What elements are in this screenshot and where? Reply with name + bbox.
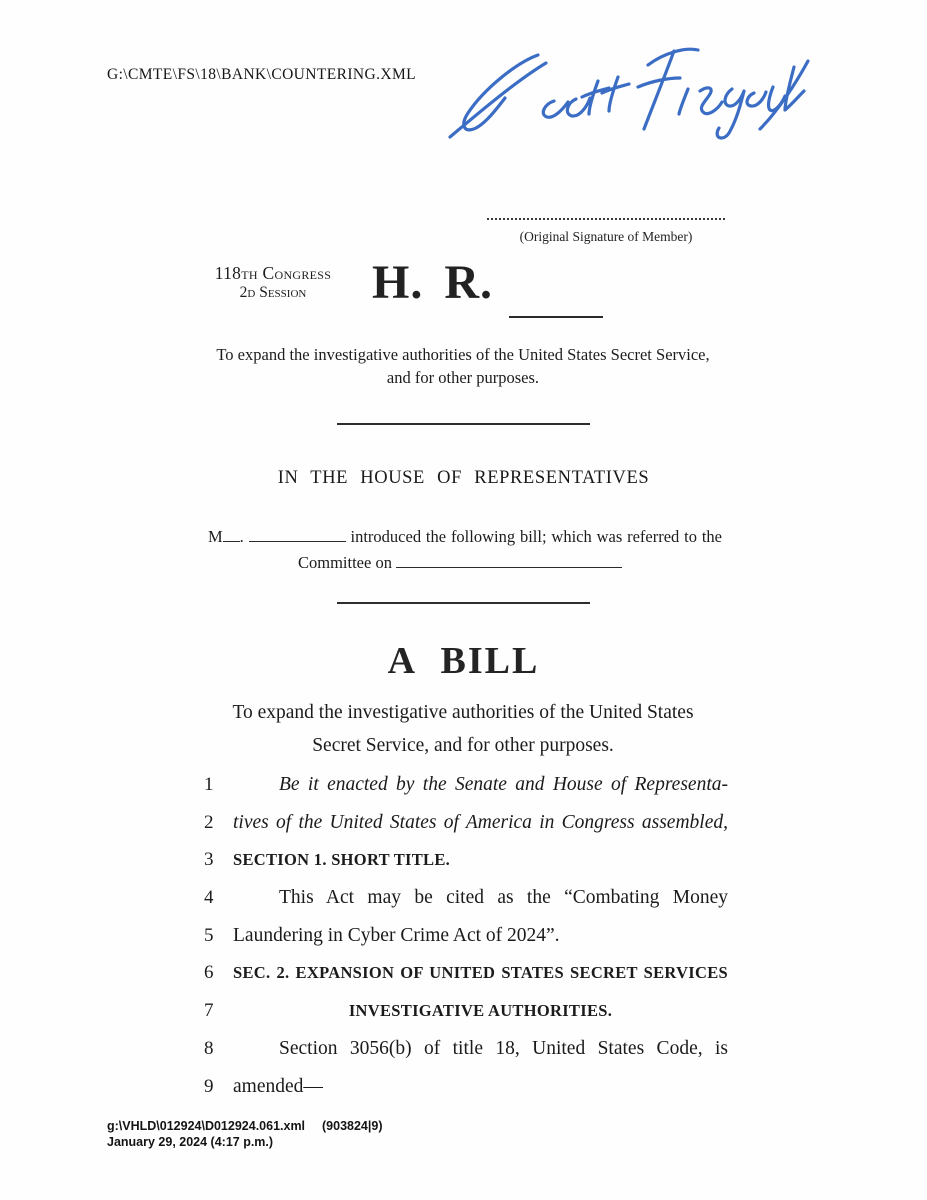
line-text: This Act may be cited as the “Combating Money [279,887,728,909]
bill-long-title-line2: Secret Service, and for other purposes. [312,734,614,756]
introduction-text: introduced the following bill; which was referred to the [350,527,722,546]
congress-session-block [188,263,358,302]
official-title-line1: To expand the investigative authorities of the United States Secret Service, [216,345,710,364]
body-line [204,879,728,917]
footer-file-path: g:\VHLD\012924\D012924.061.xml [107,1119,306,1133]
committee-label: Committee on [298,553,392,572]
official-title [63,343,863,389]
header-file-path: G:\CMTE\FS\18\BANK\COUNTERING.XML [107,66,417,83]
honorific-blank-line [223,527,240,542]
body-line [204,1030,728,1068]
line-text: Laundering in Cyber Crime Act of 2024”. [233,924,560,946]
line-number: 9 [204,1075,214,1097]
line-text: Be it enacted by the Senate and House of Representa- [279,774,728,795]
committee-blank-line [396,553,622,568]
body-line [204,841,728,879]
footer-metadata [107,1119,507,1150]
body-line [204,804,728,842]
line-number: 2 [204,811,214,833]
line-number: 3 [204,849,214,871]
honorific-period: . [239,527,244,546]
body-line [204,954,728,992]
horizontal-rule-middle [337,602,590,604]
line-text: tives of the United States of America in Congress assembled, [233,811,728,833]
session-number: 2d Session [239,284,307,301]
member-honorific-m: M [208,527,223,546]
body-line [204,1068,728,1106]
bill-long-title-line1: To expand the investigative authorities of the United States [232,702,694,723]
body-line [204,917,728,955]
member-name-blank-line [249,527,346,542]
line-number: 8 [204,1037,214,1059]
body-line [204,766,728,804]
line-number: 4 [204,887,214,909]
bill-number-blank-line [509,296,603,318]
a-bill-heading: A BILL [387,640,540,682]
footer-draft-code: (903824|9) [322,1119,383,1133]
line-text: INVESTIGATIVE AUTHORITIES. [348,1001,613,1021]
line-text: SECTION 1. SHORT TITLE. [233,850,451,870]
introduction-line1 [208,525,722,549]
line-number: 1 [204,774,214,795]
line-text: SEC. 2. EXPANSION OF UNITED STATES SECRET SERVICES [233,963,728,983]
line-text: amended— [233,1075,323,1097]
footer-line1 [107,1119,507,1135]
congress-number: 118th Congress [214,263,332,283]
line-number: 7 [204,1000,214,1022]
line-number: 6 [204,962,214,984]
signature-caption: (Original Signature of Member) [519,229,693,244]
line-number: 5 [204,924,214,946]
introduction-line2 [208,551,722,575]
bill-long-title [63,697,863,762]
official-title-line2: and for other purposes. [386,368,540,387]
chamber-heading: IN THE HOUSE OF REPRESENTATIVES [277,468,650,488]
footer-date: January 29, 2024 (4:17 p.m.) [107,1134,274,1149]
body-line [204,992,728,1030]
signature-name-text [0,0,1,1]
signature-dotted-line [487,204,725,220]
line-text: Section 3056(b) of title 18, United States Code, is [279,1037,728,1059]
member-signature-handwriting [442,40,822,152]
bill-number-prefix: H. R. [372,256,493,309]
introduction-paragraph [208,525,722,575]
bill-body-text [204,766,728,1105]
horizontal-rule-top [337,423,590,425]
